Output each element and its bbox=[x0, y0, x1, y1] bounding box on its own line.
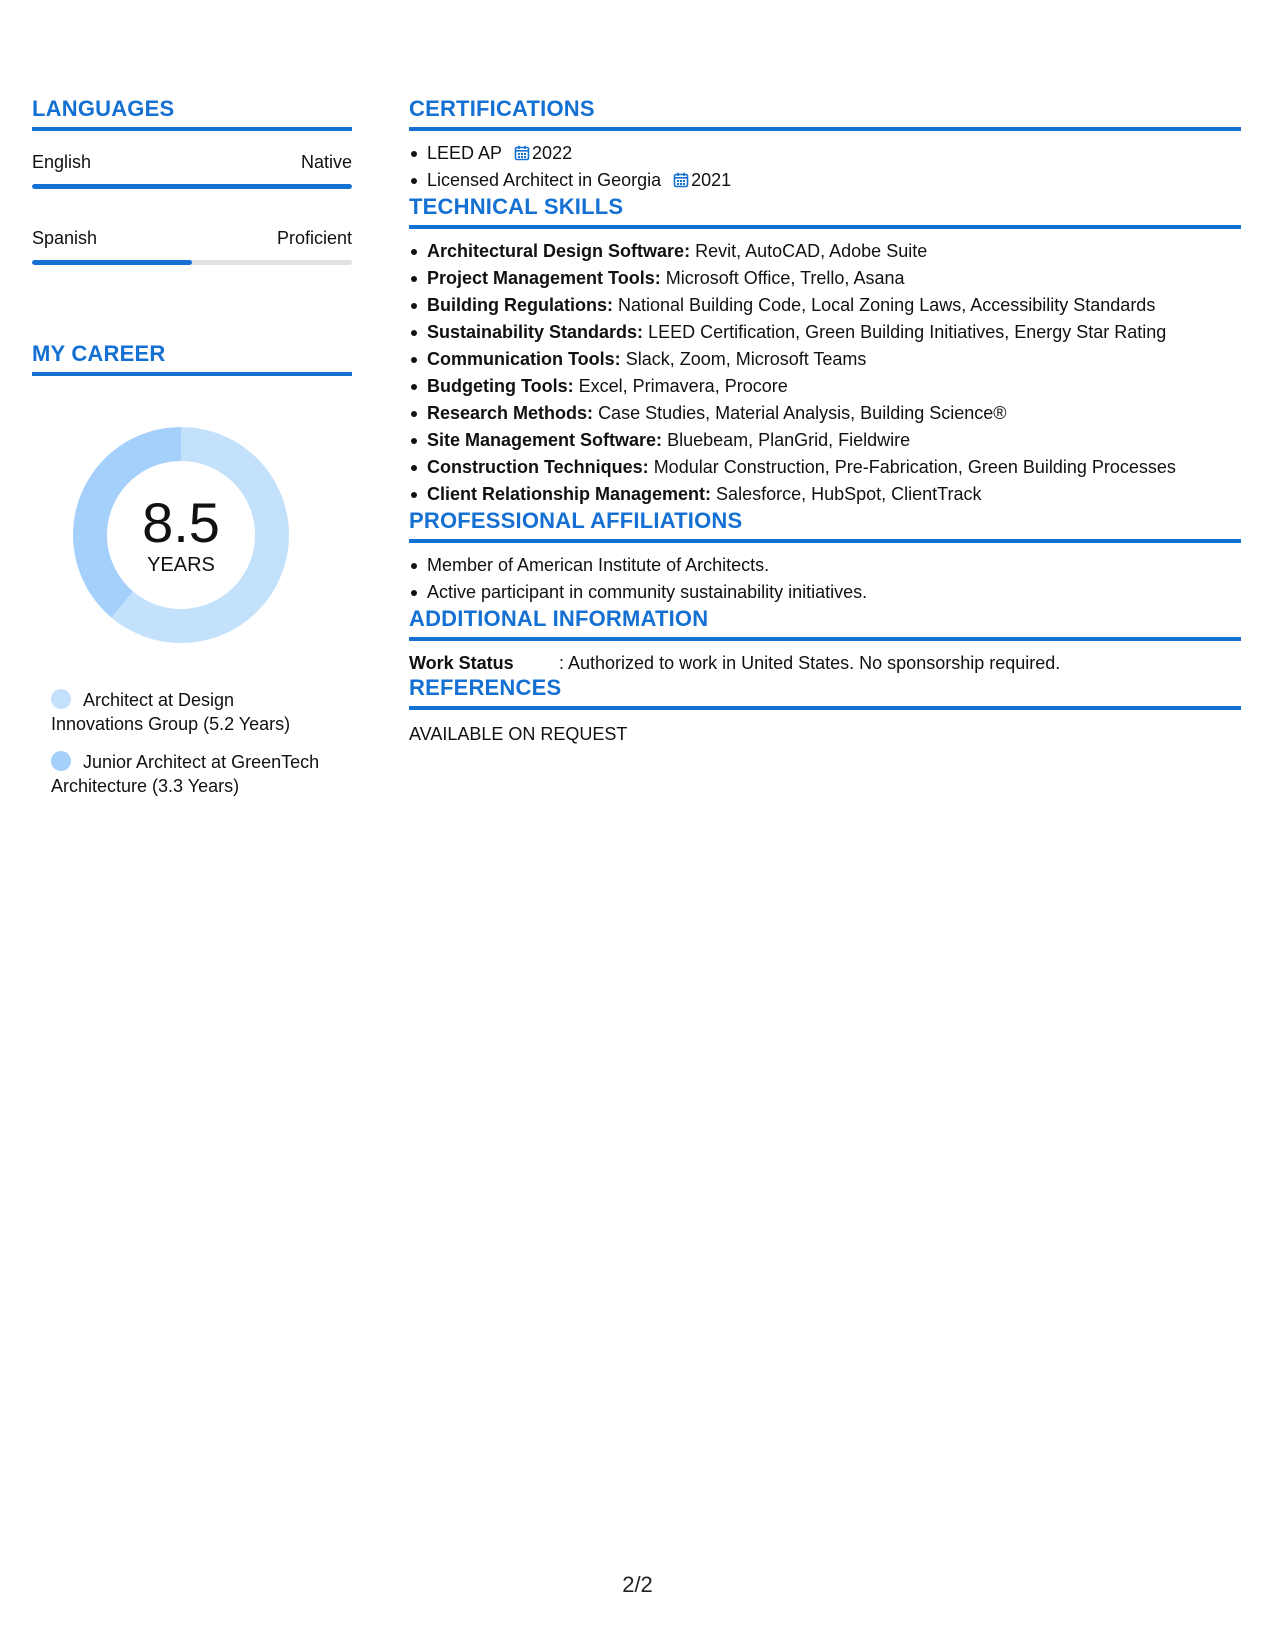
career-total-unit: YEARS bbox=[147, 554, 215, 576]
technical-skills-heading: TECHNICAL SKILLS bbox=[409, 194, 1241, 229]
language-level-bar bbox=[32, 184, 352, 189]
work-status-label: Work Status bbox=[409, 653, 514, 673]
skill-item bbox=[409, 481, 1241, 508]
legend-dot bbox=[51, 689, 71, 709]
career-legend bbox=[51, 688, 321, 798]
certification-year: 2022 bbox=[532, 143, 573, 163]
legend-dot bbox=[51, 751, 71, 771]
language-level: Native bbox=[300, 152, 352, 172]
skill-label: Sustainability Standards: bbox=[427, 322, 644, 342]
skill-value: Slack, Zoom, Microsoft Teams bbox=[625, 349, 867, 369]
skill-item bbox=[409, 400, 1241, 427]
skill-value: Bluebeam, PlanGrid, Fieldwire bbox=[667, 430, 911, 450]
certification-name: Licensed Architect in Georgia bbox=[427, 170, 662, 190]
skill-item bbox=[409, 373, 1241, 400]
language-level-bar bbox=[32, 260, 352, 265]
skill-value: Revit, AutoCAD, Adobe Suite bbox=[695, 241, 928, 261]
skill-item bbox=[409, 265, 1241, 292]
skill-value: National Building Code, Local Zoning Laws, Accessibility Standards bbox=[618, 295, 1156, 315]
skill-item bbox=[409, 319, 1241, 346]
donut-center bbox=[66, 420, 296, 650]
skill-label: Communication Tools: bbox=[427, 349, 621, 369]
legend-item bbox=[51, 688, 321, 736]
skill-item bbox=[409, 292, 1241, 319]
language-level-fill bbox=[32, 260, 192, 265]
skill-label: Construction Techniques: bbox=[427, 457, 649, 477]
certifications-heading: CERTIFICATIONS bbox=[409, 96, 1241, 131]
skill-value: Modular Construction, Pre-Fabrication, Green Building Processes bbox=[653, 457, 1176, 477]
references-heading: REFERENCES bbox=[409, 675, 1241, 710]
certification-item bbox=[409, 140, 1241, 167]
skill-value: Case Studies, Material Analysis, Building Science® bbox=[598, 403, 1007, 423]
career-donut-chart bbox=[66, 420, 296, 650]
additional-info-heading: ADDITIONAL INFORMATION bbox=[409, 606, 1241, 641]
skill-label: Research Methods: bbox=[427, 403, 594, 423]
language-level-fill bbox=[32, 184, 352, 189]
language-name: English bbox=[32, 152, 92, 172]
career-total-years: 8.5 bbox=[142, 491, 220, 554]
legend-label: Junior Architect at GreenTech Architecture (3.3 Years) bbox=[51, 752, 320, 796]
affiliations-heading: PROFESSIONAL AFFILIATIONS bbox=[409, 508, 1241, 543]
skill-label: Project Management Tools: bbox=[427, 268, 661, 288]
references-text: AVAILABLE ON REQUEST bbox=[409, 724, 628, 744]
language-item bbox=[32, 151, 352, 189]
language-name: Spanish bbox=[32, 228, 98, 248]
skill-label: Client Relationship Management: bbox=[427, 484, 712, 504]
skill-value: LEED Certification, Green Building Initiatives, Energy Star Rating bbox=[648, 322, 1167, 342]
page-number: 2/2 bbox=[622, 1572, 653, 1597]
affiliation-item: Member of American Institute of Architects. bbox=[409, 552, 1241, 579]
skill-label: Building Regulations: bbox=[427, 295, 613, 315]
skill-item bbox=[409, 238, 1241, 265]
skill-label: Site Management Software: bbox=[427, 430, 663, 450]
skill-value: Salesforce, HubSpot, ClientTrack bbox=[716, 484, 982, 504]
skill-item bbox=[409, 346, 1241, 373]
language-level: Proficient bbox=[276, 228, 352, 248]
skill-item bbox=[409, 427, 1241, 454]
affiliations-list bbox=[409, 552, 1241, 606]
skill-value: Microsoft Office, Trello, Asana bbox=[665, 268, 905, 288]
languages-heading: LANGUAGES bbox=[32, 96, 352, 131]
right-column bbox=[409, 96, 1241, 746]
language-item bbox=[32, 227, 352, 265]
calendar-icon bbox=[673, 172, 689, 188]
affiliation-item: Active participant in community sustainability initiatives. bbox=[409, 579, 1241, 606]
skill-label: Budgeting Tools: bbox=[427, 376, 574, 396]
skill-item bbox=[409, 454, 1241, 481]
certifications-list bbox=[409, 140, 1241, 194]
certification-item bbox=[409, 167, 1241, 194]
work-status-value: : Authorized to work in United States. No sponsorship required. bbox=[559, 653, 1061, 673]
skill-value: Excel, Primavera, Procore bbox=[578, 376, 788, 396]
certification-name: LEED AP bbox=[427, 143, 503, 163]
left-column bbox=[32, 96, 352, 812]
career-heading: MY CAREER bbox=[32, 341, 352, 376]
calendar-icon bbox=[514, 145, 530, 161]
legend-item bbox=[51, 750, 321, 798]
technical-skills-list bbox=[409, 238, 1241, 508]
work-status-row bbox=[409, 651, 1241, 675]
certification-year: 2021 bbox=[691, 170, 732, 190]
legend-label: Architect at Design Innovations Group (5.2 Years) bbox=[51, 690, 291, 734]
skill-label: Architectural Design Software: bbox=[427, 241, 691, 261]
